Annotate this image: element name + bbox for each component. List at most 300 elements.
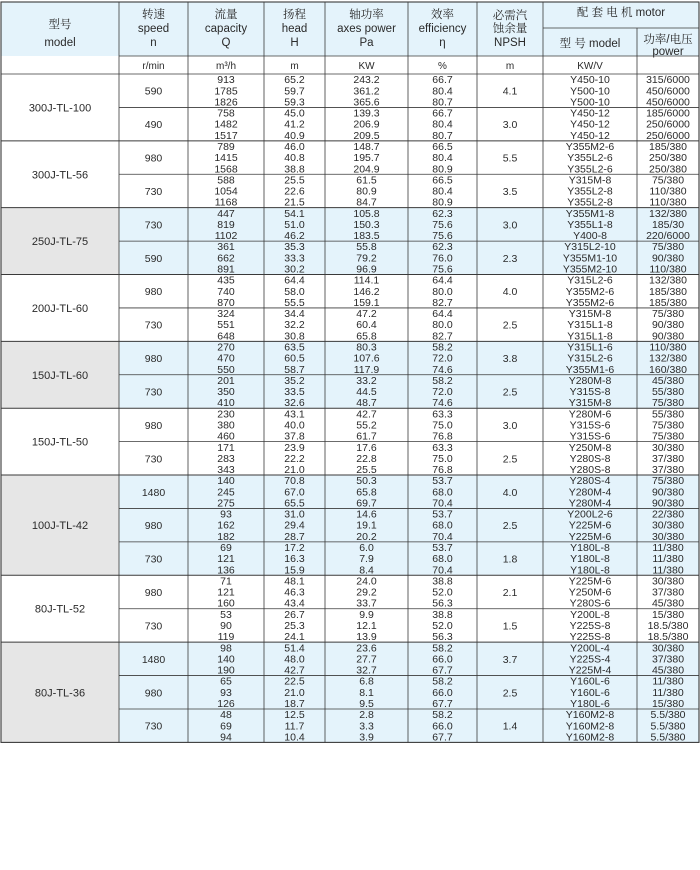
efficiency-value: 66.5 [432,140,453,153]
head-value: 55.5 [284,296,305,309]
header-motor-power: power [652,46,684,58]
capacity-value: 324 [217,308,235,321]
npsh-value: 2.5 [502,520,518,533]
efficiency-value: 53.7 [432,475,453,488]
motor-model-value: Y200L2-6 [567,508,613,521]
head-value: 38.8 [284,163,305,176]
model-name: 80J-TL-36 [34,687,86,700]
capacity-value: 343 [217,464,235,477]
motor-model-value: Y180L-6 [570,697,610,710]
header-speed-label: n [150,37,157,49]
speed-value: 980 [144,587,163,600]
power-value: 33.7 [356,597,377,610]
power-value: 24.0 [356,575,377,588]
capacity-value: 53 [220,608,232,621]
efficiency-value: 82.7 [432,330,453,343]
power-value: 33.2 [356,374,377,387]
efficiency-value: 80.4 [432,185,453,198]
motor-model-value: Y225S-8 [569,620,611,632]
power-value: 209.5 [353,129,380,142]
efficiency-value: 38.8 [432,575,453,588]
header-npsh-label: 蚀余量 [492,23,528,35]
capacity-value: 90 [220,620,232,632]
speed-value: 980 [144,353,163,366]
motor-power-value: 250/6000 [646,129,690,142]
speed-value: 490 [144,119,163,132]
head-value: 29.4 [284,519,305,532]
power-value: 146.2 [353,285,380,298]
motor-model-value: Y355M2-6 [565,296,615,309]
motor-model-value: Y355M2-6 [565,140,615,153]
motor-model-value: Y450-12 [570,118,610,131]
capacity-value: 470 [217,352,235,365]
motor-model-value: Y355M1-8 [565,207,615,220]
motor-power-value: 30/380 [651,441,685,454]
power-value: 9.5 [359,697,374,710]
motor-power-value: 110/380 [649,263,687,276]
motor-power-value: 18.5/380 [647,620,689,632]
power-value: 61.5 [356,174,377,187]
motor-power-value: 55/380 [651,408,685,421]
motor-power-value: 5.5/380 [650,720,686,733]
head-value: 48.0 [284,653,305,666]
motor-power-value: 132/380 [649,274,687,287]
motor-power-value: 185/380 [649,285,687,298]
efficiency-value: 72.0 [432,386,453,399]
capacity-value: 435 [217,274,235,287]
motor-model-value: Y355M2-10 [562,263,618,276]
motor-power-value: 15/380 [651,697,685,710]
efficiency-value: 67.7 [432,664,453,677]
motor-power-value: 15/380 [651,608,685,621]
motor-power-value: 450/6000 [646,96,690,109]
efficiency-value: 68.0 [432,486,453,499]
header-power-label: axes power [337,23,396,35]
motor-power-value: 22/380 [651,508,685,521]
speed-value: 1480 [141,653,166,666]
speed-value: 730 [144,453,163,466]
head-value: 37.8 [284,430,305,443]
efficiency-value: 75.0 [432,419,453,432]
head-value: 22.6 [284,185,305,198]
motor-model-value: Y355L2-6 [567,163,613,176]
motor-power-value: 75/380 [651,419,685,432]
motor-model-value: Y355M1-6 [565,363,615,376]
capacity-value: 588 [217,174,235,187]
head-value: 10.4 [284,731,305,744]
capacity-value: 447 [217,207,235,220]
power-value: 7.9 [359,553,374,566]
motor-model-value: Y450-12 [570,129,610,142]
capacity-value: 98 [220,642,232,655]
motor-model-value: Y225S-4 [569,653,611,666]
power-value: 84.7 [356,196,377,209]
power-value: 107.6 [353,352,380,365]
capacity-value: 758 [217,107,235,120]
efficiency-value: 74.6 [432,397,453,410]
speed-value: 730 [144,720,163,733]
efficiency-value: 82.7 [432,296,453,309]
motor-model-value: Y225M-6 [568,519,612,532]
capacity-value: 190 [217,664,235,677]
efficiency-value: 38.8 [432,608,453,621]
motor-power-value: 37/380 [651,452,685,465]
speed-value: 730 [144,185,163,198]
motor-model-value: Y160L-6 [570,686,610,699]
model-name: 300J-TL-56 [31,169,89,182]
npsh-value: 1.5 [502,620,518,633]
head-value: 59.7 [284,85,305,98]
motor-model-value: Y355M2-6 [565,285,615,298]
header-capacity-label: Q [221,37,231,49]
unit-label: KW/V [577,61,603,72]
motor-power-value: 5.5/380 [650,731,686,744]
motor-model-value: Y315L2-6 [567,274,613,287]
power-value: 42.7 [356,408,377,421]
power-value: 148.7 [353,140,380,153]
efficiency-value: 58.2 [432,709,453,722]
efficiency-value: 66.7 [432,107,453,120]
head-value: 51.4 [284,642,305,655]
power-value: 9.9 [359,608,374,621]
capacity-value: 361 [217,241,235,254]
head-value: 64.4 [284,274,305,287]
capacity-value: 1102 [214,230,238,243]
motor-power-value: 11/380 [652,675,684,688]
efficiency-value: 66.0 [432,686,453,699]
power-value: 195.7 [353,152,380,165]
motor-model-value: Y355L1-8 [567,218,613,231]
power-value: 2.8 [359,709,374,722]
capacity-value: 891 [217,263,235,276]
motor-power-value: 90/380 [651,497,685,510]
motor-model-value: Y315M-8 [568,397,612,410]
speed-value: 590 [144,252,163,265]
motor-model-value: Y225M-6 [568,530,612,543]
npsh-value: 1.8 [502,553,518,566]
unit-label: m [505,61,515,72]
head-value: 22.2 [284,452,305,465]
power-value: 159.1 [353,296,380,309]
efficiency-value: 53.7 [432,508,453,521]
efficiency-value: 52.0 [432,586,453,599]
motor-model-value: Y280S-8 [569,452,611,465]
motor-power-value: 185/380 [649,140,687,153]
header-npsh-label: NPSH [494,37,526,49]
efficiency-value: 80.0 [432,319,453,332]
motor-model-value: Y315M-8 [568,308,612,321]
efficiency-value: 67.7 [432,697,453,710]
npsh-value: 3.5 [502,185,518,198]
speed-value: 730 [144,319,163,332]
motor-model-value: Y180L-8 [570,564,610,577]
head-value: 70.8 [284,475,305,488]
efficiency-value: 80.4 [432,152,453,165]
motor-model-value: Y315L2-6 [567,352,613,365]
head-value: 58.0 [284,285,305,298]
capacity-value: 71 [220,575,232,588]
capacity-value: 182 [217,530,235,543]
motor-power-value: 315/6000 [646,74,690,87]
motor-model-value: Y225M-6 [568,575,612,588]
power-value: 6.8 [359,675,374,688]
power-value: 65.8 [356,486,377,499]
capacity-value: 740 [217,285,235,298]
header-speed-label: speed [137,23,170,35]
npsh-value: 4.0 [502,486,518,499]
motor-model-value: Y450-12 [570,107,610,120]
motor-power-value: 37/380 [651,653,685,666]
capacity-value: 140 [217,653,235,666]
efficiency-value: 58.2 [432,642,453,655]
efficiency-value: 80.4 [432,118,453,131]
motor-power-value: 11/380 [652,686,684,699]
unit-label: m³/h [216,61,236,72]
head-value: 16.3 [284,553,305,566]
motor-power-value: 110/380 [649,341,687,354]
head-value: 30.8 [284,330,305,343]
efficiency-value: 76.8 [432,464,453,477]
efficiency-value: 63.3 [432,441,453,454]
head-value: 45.0 [284,107,305,120]
motor-model-value: Y160M2-8 [565,709,615,722]
power-value: 65.8 [356,330,377,343]
motor-model-value: Y315S-8 [569,386,611,399]
head-value: 54.1 [284,207,305,220]
header-power-label: Pa [359,37,374,49]
efficiency-value: 66.7 [432,74,453,87]
motor-model-value: Y315L1-6 [567,341,613,354]
speed-value: 980 [144,286,163,299]
motor-model-value: Y250M-6 [568,586,612,599]
head-value: 59.3 [284,96,305,109]
capacity-value: 119 [217,631,235,644]
efficiency-value: 56.3 [432,597,453,610]
capacity-value: 550 [217,363,235,376]
motor-model-value: Y500-10 [570,96,610,109]
npsh-value: 3.0 [502,419,518,432]
power-value: 13.9 [356,631,377,644]
capacity-value: 913 [217,74,235,87]
head-value: 24.1 [284,631,305,644]
motor-power-value: 45/380 [651,597,685,610]
motor-power-value: 185/6000 [646,107,690,120]
header-speed-label: 转速 [142,9,165,21]
motor-model-value: Y315L2-10 [564,241,616,254]
efficiency-value: 58.2 [432,675,453,688]
speed-value: 980 [144,520,163,533]
efficiency-value: 80.0 [432,285,453,298]
efficiency-value: 76.8 [432,430,453,443]
motor-model-value: Y280M-4 [568,497,612,510]
motor-power-value: 250/380 [649,163,687,176]
header-head-label: H [290,37,299,49]
npsh-value: 2.1 [502,587,518,600]
power-value: 60.4 [356,319,377,332]
head-value: 67.0 [284,486,305,499]
power-value: 14.6 [356,508,377,521]
efficiency-value: 80.7 [432,129,453,142]
capacity-value: 270 [217,341,235,354]
power-value: 96.9 [356,263,377,276]
efficiency-value: 52.0 [432,620,453,632]
motor-power-value: 45/380 [651,374,685,387]
head-value: 30.2 [284,263,305,276]
motor-power-value: 30/380 [651,575,685,588]
power-value: 105.8 [353,207,380,220]
head-value: 21.0 [284,464,305,477]
efficiency-value: 80.7 [432,96,453,109]
head-value: 33.5 [284,386,305,399]
model-name: 300J-TL-100 [28,102,92,115]
head-value: 12.5 [284,709,305,722]
capacity-value: 160 [217,597,235,610]
head-value: 40.8 [284,152,305,165]
efficiency-value: 74.6 [432,363,453,376]
header-npsh-label: 必需汽 [492,10,528,22]
capacity-value: 1568 [214,163,238,176]
header-motor-power: 功率/电压 [643,34,693,46]
npsh-value: 4.0 [502,286,518,299]
capacity-value: 93 [220,686,232,699]
motor-model-value: Y355L2-8 [567,196,613,209]
head-value: 11.7 [284,720,305,733]
speed-value: 730 [144,386,163,399]
npsh-value: 2.3 [502,252,518,265]
motor-power-value: 450/6000 [646,85,690,98]
head-value: 40.0 [284,419,305,432]
head-value: 34.4 [284,308,305,321]
efficiency-value: 70.4 [432,564,453,577]
speed-value: 980 [144,152,163,165]
motor-power-value: 185/380 [649,296,687,309]
power-value: 48.7 [356,397,377,410]
power-value: 17.6 [356,441,377,454]
efficiency-value: 70.4 [432,530,453,543]
header-motor-model: 型 号 model [559,38,621,50]
efficiency-value: 80.9 [432,196,453,209]
power-value: 12.1 [356,620,377,632]
head-value: 43.1 [284,408,305,421]
power-value: 6.0 [359,542,374,555]
efficiency-value: 62.3 [432,241,453,254]
efficiency-value: 64.4 [432,274,453,287]
model-name: 150J-TL-50 [31,436,89,449]
motor-power-value: 132/380 [649,207,687,220]
capacity-value: 1826 [214,96,238,109]
capacity-value: 69 [220,542,232,555]
motor-power-value: 75/380 [651,241,685,254]
motor-power-value: 250/380 [649,152,687,165]
speed-value: 590 [144,85,163,98]
head-value: 17.2 [284,542,305,555]
capacity-value: 350 [217,386,235,399]
model-name: 250J-TL-75 [31,236,89,249]
head-value: 25.5 [284,174,305,187]
motor-power-value: 30/380 [651,519,685,532]
motor-model-value: Y315M-8 [568,174,612,187]
power-value: 365.6 [353,96,380,109]
efficiency-value: 75.6 [432,263,453,276]
capacity-value: 245 [217,486,235,499]
npsh-value: 2.5 [502,386,518,399]
motor-power-value: 75/380 [651,174,685,187]
motor-power-value: 75/380 [651,430,685,443]
motor-power-value: 132/380 [649,352,687,365]
motor-power-value: 18.5/380 [647,631,689,644]
head-value: 46.0 [284,140,305,153]
power-value: 8.4 [359,564,374,577]
power-value: 3.9 [359,731,374,744]
capacity-value: 1415 [214,152,238,165]
head-value: 35.2 [284,374,305,387]
capacity-value: 551 [217,319,235,332]
capacity-value: 662 [217,252,235,265]
motor-model-value: Y200L-4 [570,642,610,655]
head-value: 48.1 [284,575,305,588]
power-value: 80.3 [356,341,377,354]
motor-power-value: 75/380 [651,475,685,488]
capacity-value: 230 [217,408,235,421]
capacity-value: 789 [217,140,235,153]
capacity-value: 94 [220,731,232,744]
motor-model-value: Y280M-6 [568,408,612,421]
motor-power-value: 90/380 [651,330,685,343]
motor-power-value: 11/380 [652,564,684,577]
motor-model-value: Y160M2-8 [565,731,615,744]
motor-power-value: 37/380 [651,464,685,477]
header-motor-title: 配 套 电 机 motor [576,7,666,19]
head-value: 43.4 [284,597,305,610]
power-value: 69.7 [356,497,377,510]
capacity-value: 1168 [214,196,238,209]
head-value: 25.3 [284,620,305,632]
capacity-value: 380 [217,419,235,432]
motor-model-value: Y280M-8 [568,374,612,387]
capacity-value: 171 [217,441,235,454]
head-value: 31.0 [284,508,305,521]
header-capacity-label: 流量 [214,9,238,21]
efficiency-value: 80.4 [432,85,453,98]
efficiency-value: 76.0 [432,252,453,265]
efficiency-value: 53.7 [432,542,453,555]
head-value: 58.7 [284,363,305,376]
power-value: 150.3 [353,218,380,231]
motor-model-value: Y280S-6 [569,597,611,610]
power-value: 361.2 [353,85,380,98]
capacity-value: 819 [217,218,235,231]
capacity-value: 48 [220,709,232,722]
motor-power-value: 45/380 [651,664,685,677]
motor-model-value: Y280M-4 [568,486,612,499]
npsh-value: 3.7 [502,653,518,666]
capacity-value: 121 [217,553,235,566]
head-value: 21.0 [284,686,305,699]
motor-power-value: 90/380 [651,252,685,265]
efficiency-value: 75.6 [432,218,453,231]
capacity-value: 275 [217,497,235,510]
head-value: 22.5 [284,675,305,688]
motor-model-value: Y180L-8 [570,553,610,566]
header-capacity-label: capacity [204,23,248,35]
power-value: 47.2 [356,308,377,321]
group-tint [119,475,699,575]
power-value: 206.9 [353,118,380,131]
header-head-label: 扬程 [283,9,306,21]
motor-model-value: Y315L1-8 [567,330,613,343]
motor-power-value: 5.5/380 [650,709,686,722]
head-value: 15.9 [284,564,305,577]
